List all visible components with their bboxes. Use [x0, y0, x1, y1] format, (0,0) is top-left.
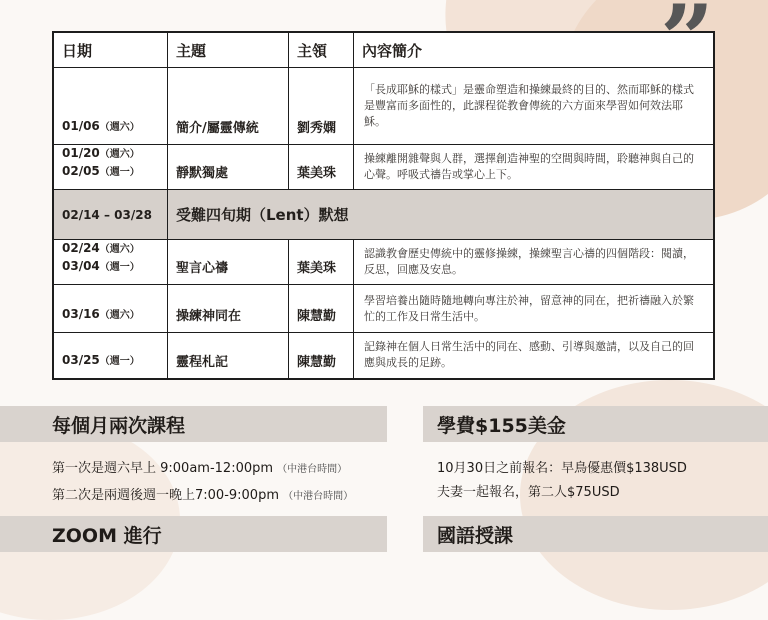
session-time-1: 第一次是週六早上 9:00am-12:00pm （中港台時間） [52, 461, 348, 476]
zoom-heading: ZOOM 進行 [0, 516, 387, 552]
couple-price: 夫妻一起報名，第二人$75USD [437, 485, 620, 500]
lent-row [53, 190, 714, 240]
session-leader: 陳慧勤 [289, 333, 354, 379]
header-leader: 主領 [289, 32, 354, 68]
session-topic: 聖言心禱 [168, 240, 289, 285]
session-summary: 學習培養出隨時隨地轉向專注於神，留意神的同在，把祈禱融入於繁忙的工作及日常生活中。 [354, 285, 715, 333]
lent-date: 02/14 – 03/28 [53, 190, 168, 240]
schedule-table [52, 31, 715, 380]
session-leader: 陳慧勤 [289, 285, 354, 333]
monthly-heading: 每個月兩次課程 [0, 406, 387, 442]
session-summary: 認識教會歷史傳統中的靈修操練，操練聖言心禱的四個階段：閱讀，反思，回應及安息。 [354, 240, 715, 285]
session-date: 02/24（週六） 03/04（週一） [53, 240, 168, 285]
session-topic: 操練神同在 [168, 285, 289, 333]
session-date: 01/20（週六） 02/05（週一） [53, 145, 168, 190]
language-heading: 國語授課 [423, 516, 768, 552]
header-topic: 主題 [168, 32, 289, 68]
session-date: 03/25（週一） [53, 333, 168, 379]
fee-heading: 學費$155美金 [423, 406, 768, 442]
table-header-row [53, 32, 714, 68]
session-leader: 劉秀嫻 [289, 68, 354, 145]
header-summary: 內容簡介 [354, 32, 715, 68]
session-topic: 簡介/屬靈傳統 [168, 68, 289, 145]
header-date: 日期 [53, 32, 168, 68]
session-topic: 靈程札記 [168, 333, 289, 379]
session-summary: 「長成耶穌的樣式」是靈命塑造和操練最終的目的、然而耶穌的樣式是豐富而多面性的，此課程從教會傳統的六方面來學習如何效法耶穌。 [354, 68, 715, 145]
table-row [53, 145, 714, 190]
table-row [53, 68, 714, 145]
lent-title: 受難四旬期（Lent）默想 [168, 190, 715, 240]
session-time-2: 第二次是兩週後週一晚上7:00-9:00pm （中港台時間） [52, 488, 354, 503]
table-row [53, 240, 714, 285]
session-date: 03/16（週六） [53, 285, 168, 333]
table-row [53, 333, 714, 379]
session-leader: 葉美珠 [289, 145, 354, 190]
session-date: 01/06（週六） [53, 68, 168, 145]
session-leader: 葉美珠 [289, 240, 354, 285]
session-topic: 靜默獨處 [168, 145, 289, 190]
session-summary: 操練離開雜聲與人群，選擇創造神聖的空間與時間，聆聽神與自己的心聲。呼吸式禱告或掌心上下。 [354, 145, 715, 190]
early-bird-price: 10月30日之前報名：早鳥優惠價$138USD [437, 461, 687, 476]
table-row [53, 285, 714, 333]
session-summary: 記錄神在個人日常生活中的同在、感動、引導與邀請，以及自己的回應與成長的足跡。 [354, 333, 715, 379]
